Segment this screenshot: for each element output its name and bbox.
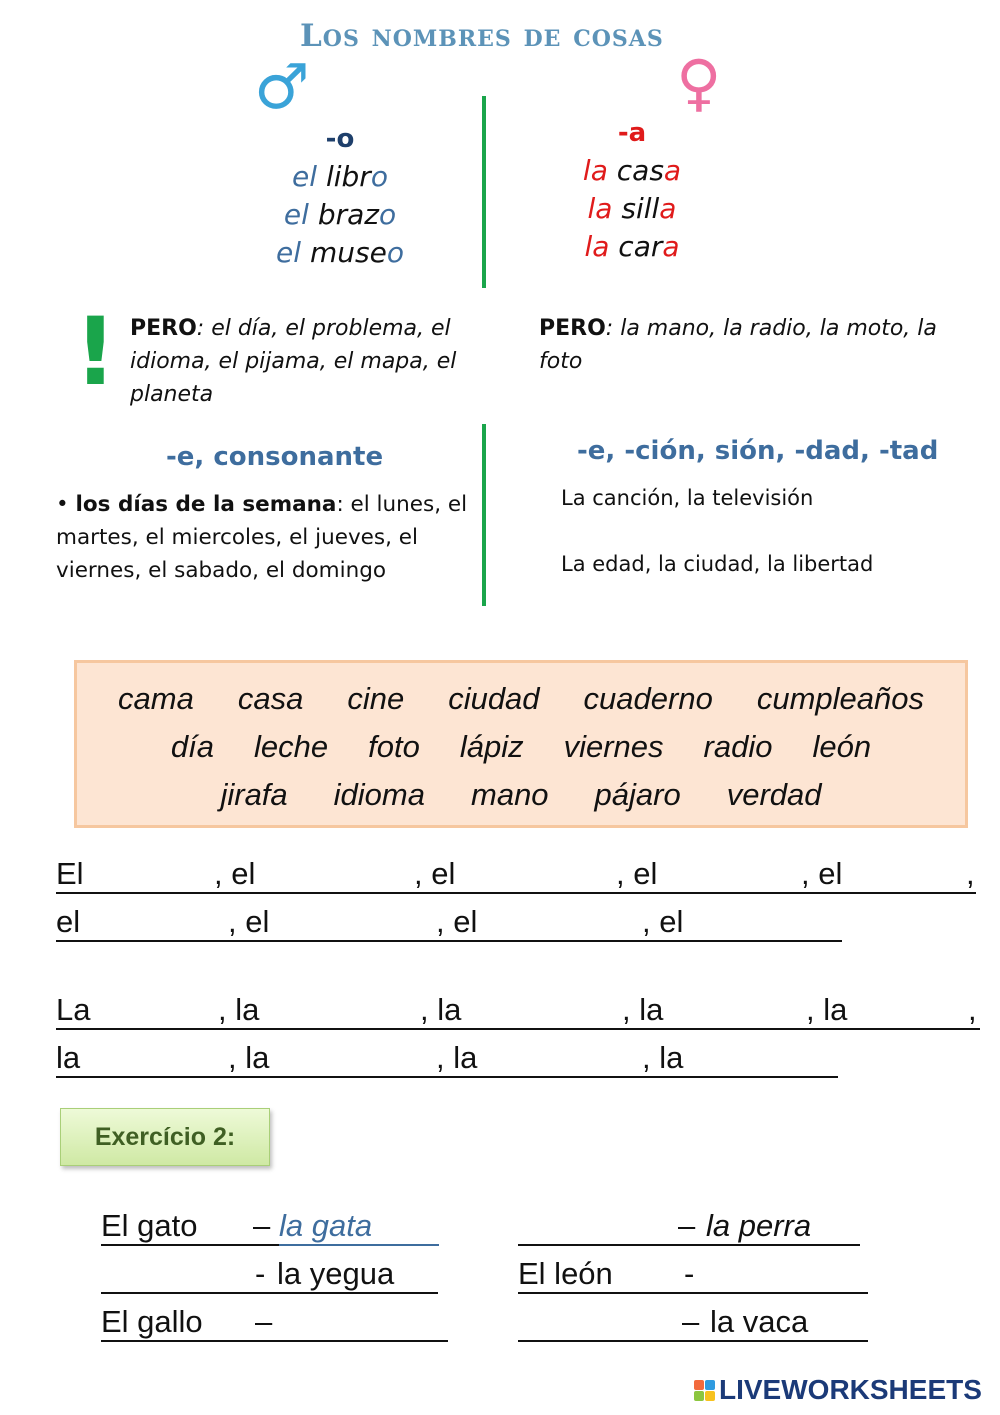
word: cumpleaños	[756, 681, 924, 716]
word: casa	[237, 681, 304, 716]
answer-blank[interactable]	[101, 1292, 438, 1294]
answer-blank[interactable]	[279, 1244, 439, 1246]
answer-blank	[101, 1244, 279, 1246]
exercise-2-badge: Exercício 2:	[60, 1108, 270, 1166]
fill-prefix: La	[56, 992, 91, 1027]
pero-label: PERO	[130, 316, 197, 341]
page-title: Los nombres de cosas	[300, 18, 664, 54]
stem: libr	[325, 160, 371, 193]
exercise-line	[518, 1208, 863, 1248]
answer-blank[interactable]	[56, 1076, 838, 1078]
female-symbol-icon: ♀	[676, 46, 722, 119]
article: la	[587, 192, 613, 225]
ending: a	[662, 230, 680, 263]
stem: cas	[616, 154, 664, 187]
male-symbol-icon: ♂	[254, 50, 310, 123]
exercise-word: la perra	[706, 1208, 812, 1243]
article: la	[584, 230, 610, 263]
liveworksheets-logo[interactable]	[694, 1374, 982, 1406]
ending: a	[663, 154, 682, 187]
exercise-word: la vaca	[710, 1304, 809, 1339]
word: mano	[471, 777, 549, 812]
word-bank-row	[77, 777, 965, 813]
word: foto	[368, 729, 420, 764]
fill-prefix: , el	[642, 904, 684, 939]
fill-prefix: , el	[228, 904, 270, 939]
feminine-fill-row	[56, 992, 986, 1032]
answer-blank[interactable]	[518, 1292, 868, 1294]
answer-blank[interactable]	[518, 1340, 868, 1342]
word: pájaro	[594, 777, 681, 812]
masculine-ending: -o	[325, 124, 355, 154]
exercise-dash: -	[255, 1256, 266, 1291]
fill-prefix: , la	[420, 992, 462, 1027]
pero-note-masculine	[130, 312, 480, 411]
fill-prefix: , el	[414, 856, 456, 891]
feminine-ending: -a	[617, 118, 647, 148]
word: cama	[118, 681, 194, 716]
ending: o	[386, 236, 404, 269]
ending: o	[370, 160, 388, 193]
word: lápiz	[459, 729, 524, 764]
word: león	[812, 729, 872, 764]
fill-prefix: el	[56, 904, 81, 939]
word-bank-row	[77, 729, 965, 765]
feminine-fill-row	[56, 1040, 856, 1080]
fill-prefix: , el	[616, 856, 658, 891]
logo-text: LIVEWORKSHEETS	[719, 1374, 982, 1405]
exercise-prompt: El león	[518, 1256, 613, 1291]
exercise-dash: –	[253, 1208, 271, 1243]
fill-prefix: , el	[436, 904, 478, 939]
word-bank	[74, 660, 968, 828]
answer-blank[interactable]	[518, 1244, 860, 1246]
word: viernes	[563, 729, 664, 764]
exercise-line	[101, 1208, 441, 1248]
fill-prefix: ,	[966, 856, 975, 891]
feminine-examples-cion: La canción, la televisión	[561, 486, 814, 510]
answer-blank[interactable]	[56, 1028, 980, 1030]
exercise-prompt: El gallo	[101, 1304, 203, 1339]
fill-prefix: El	[56, 856, 84, 891]
masculine-example	[240, 234, 440, 272]
days-of-week-note	[56, 488, 486, 587]
masculine-subheading: -e, consonante	[166, 442, 384, 472]
word: cuaderno	[583, 681, 713, 716]
logo-grid-icon	[694, 1380, 715, 1401]
stem: car	[618, 230, 663, 263]
days-label: los días de la semana	[75, 492, 337, 517]
masculine-example	[240, 196, 440, 234]
answer-blank[interactable]	[56, 892, 976, 894]
word-bank-row	[77, 681, 965, 717]
days-text: : el lunes, el martes, el miercoles, el jueves, el viernes, el sabado, el domingo	[56, 492, 468, 583]
fill-prefix: , la	[642, 1040, 684, 1075]
word: jirafa	[220, 777, 288, 812]
exercise-dash: –	[678, 1208, 696, 1243]
exercise-dash: -	[684, 1256, 695, 1291]
word: idioma	[333, 777, 425, 812]
pero-note-feminine	[539, 312, 939, 378]
article: el	[292, 160, 318, 193]
exercise-word: la yegua	[277, 1256, 395, 1291]
feminine-example	[532, 190, 732, 228]
ending: o	[378, 198, 397, 231]
fill-prefix: , el	[214, 856, 256, 891]
fill-prefix: , la	[218, 992, 260, 1027]
fill-prefix: , la	[622, 992, 664, 1027]
exercise-dash: –	[255, 1304, 273, 1339]
exercise-answer: la gata	[279, 1208, 373, 1243]
exercise-line	[101, 1256, 441, 1296]
word: día	[170, 729, 215, 764]
word: verdad	[726, 777, 822, 812]
ending: a	[659, 192, 677, 225]
stem: braz	[317, 198, 379, 231]
fill-prefix: , la	[436, 1040, 478, 1075]
exercise-dash: –	[682, 1304, 700, 1339]
stem: muse	[309, 236, 387, 269]
feminine-example	[532, 228, 732, 266]
stem: sill	[621, 192, 660, 225]
fill-prefix: ,	[968, 992, 977, 1027]
masculine-fill-row	[56, 856, 981, 896]
word: cine	[347, 681, 405, 716]
pero-label: PERO	[539, 316, 606, 341]
answer-blank[interactable]	[101, 1340, 448, 1342]
feminine-column	[532, 114, 732, 266]
exercise-prompt: El gato	[101, 1208, 198, 1243]
bullet: •	[56, 492, 69, 517]
word: radio	[703, 729, 773, 764]
fill-prefix: la	[56, 1040, 81, 1075]
exercise-line	[518, 1304, 870, 1344]
exercise-line	[518, 1256, 870, 1296]
exercise-line	[101, 1304, 451, 1344]
masculine-fill-row	[56, 904, 856, 944]
word: leche	[254, 729, 329, 764]
word: ciudad	[448, 681, 540, 716]
masculine-example	[240, 158, 440, 196]
exclamation-icon: !	[74, 298, 117, 407]
article: el	[276, 236, 302, 269]
feminine-example	[532, 152, 732, 190]
masculine-column	[240, 120, 440, 272]
article: el	[283, 198, 309, 231]
feminine-subheading: -e, -ción, sión, -dad, -tad	[577, 436, 939, 466]
fill-prefix: , la	[806, 992, 848, 1027]
article: la	[582, 154, 608, 187]
pero-text: : la mano, la radio, la moto, la foto	[539, 316, 937, 374]
pero-text: : el día, el problema, el idioma, el pijama, el mapa, el planeta	[130, 316, 457, 407]
fill-prefix: , la	[228, 1040, 270, 1075]
answer-blank[interactable]	[56, 940, 842, 942]
feminine-examples-dad: La edad, la ciudad, la libertad	[561, 552, 874, 576]
top-divider	[482, 96, 486, 288]
fill-prefix: , el	[801, 856, 843, 891]
